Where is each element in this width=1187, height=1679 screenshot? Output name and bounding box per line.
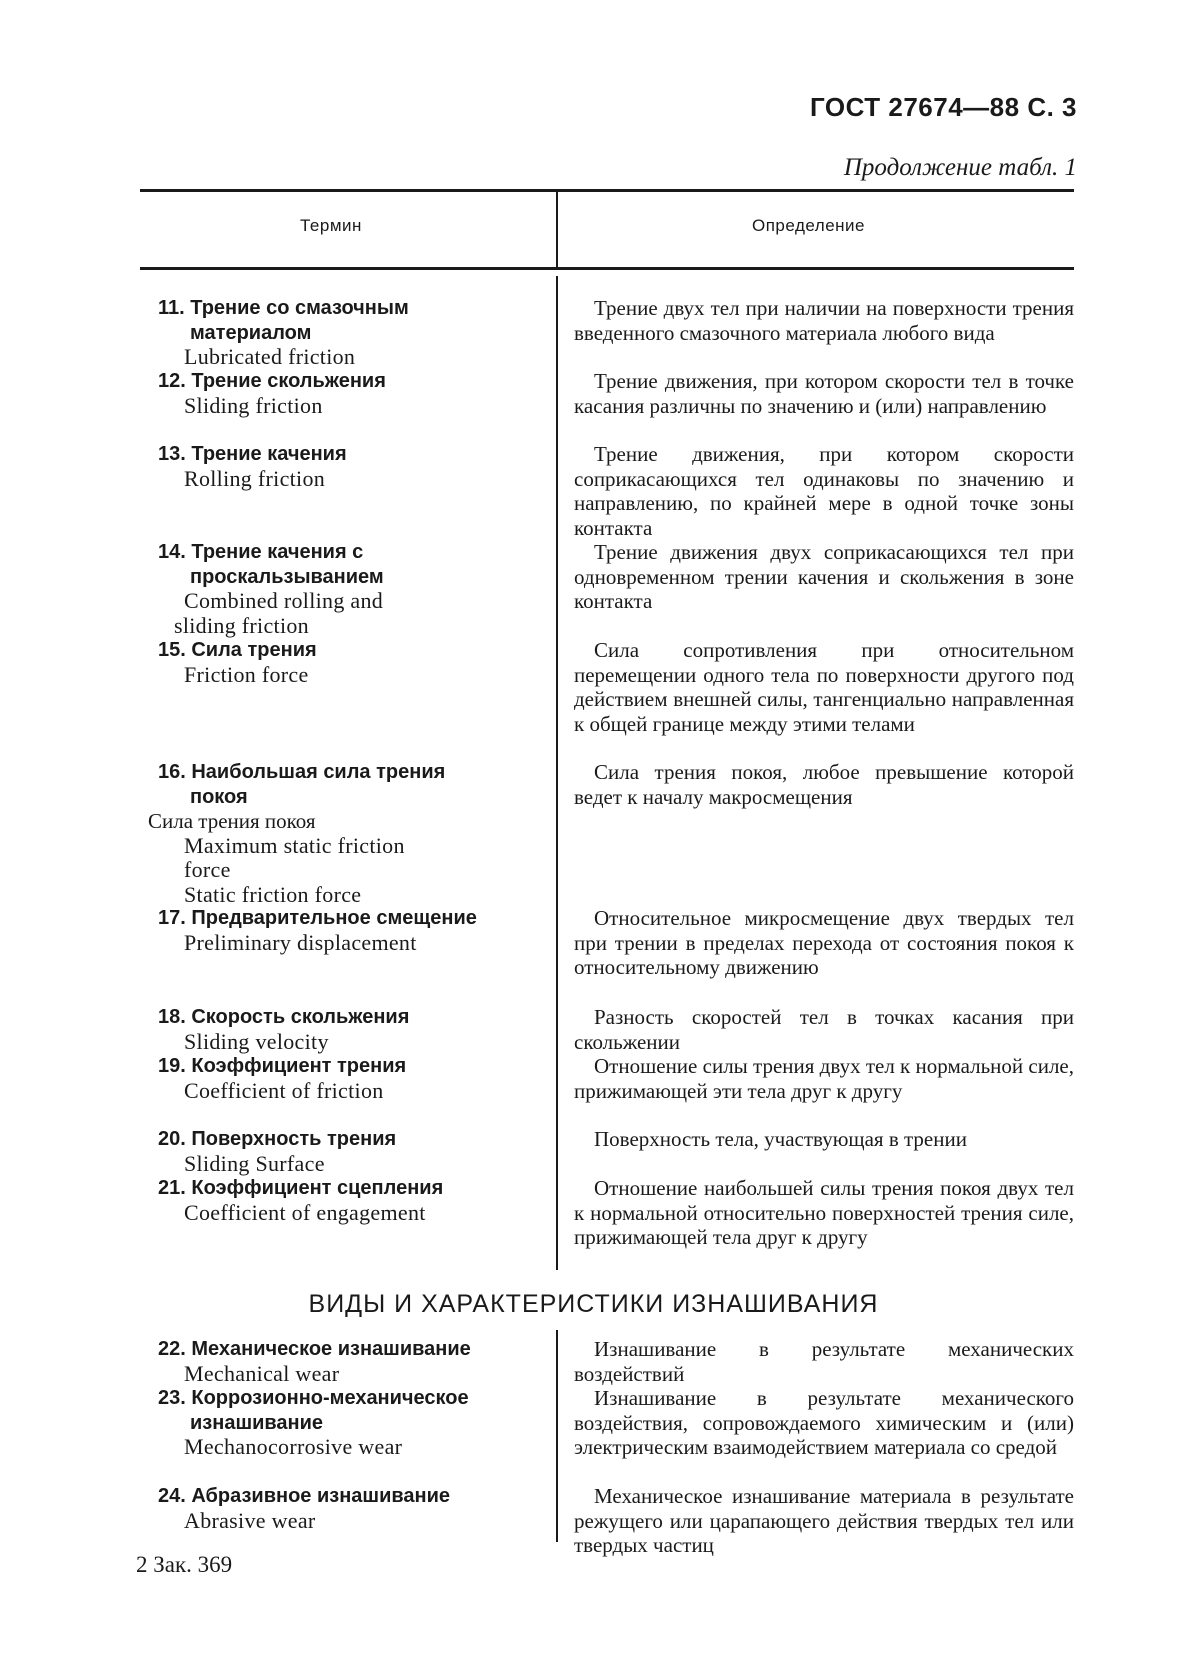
term-ru: 14. Трение качения с xyxy=(158,541,364,563)
term-en: Sliding velocity xyxy=(184,1028,329,1054)
term-en-cont: sliding friction xyxy=(174,612,309,638)
term-en: Maximum static friction xyxy=(184,832,405,858)
definition-24: Механическое изнашивание материала в результате режущего или царапающего действия твердых тел или твердых частиц xyxy=(574,1484,1074,1557)
term-16 xyxy=(148,760,548,907)
section-title: ВИДЫ И ХАРАКТЕРИСТИКИ ИЗНАШИВАНИЯ xyxy=(308,1290,879,1318)
term-en: Sliding Surface xyxy=(184,1150,325,1176)
definition-11: Трение двух тел при наличии на поверхности трения введенного смазочного материала любого вида xyxy=(574,296,1074,345)
term-20 xyxy=(158,1127,548,1176)
definition-23: Изнашивание в результате механического воздействия, сопровождаемого химическим и (или) электрическим взаимодействием материала со средой xyxy=(574,1386,1074,1459)
term-14 xyxy=(158,540,548,638)
term-19 xyxy=(158,1054,548,1103)
term-en-cont: force xyxy=(184,857,231,882)
term-en: Coefficient of engagement xyxy=(184,1199,426,1225)
term-ru: 13. Трение качения xyxy=(158,443,347,465)
definition-20: Поверхность тела, участвующая в трении xyxy=(594,1127,967,1151)
term-ru: 24. Абразивное изнашивание xyxy=(158,1485,451,1507)
term-en: Mechanical wear xyxy=(184,1360,340,1386)
term-23 xyxy=(158,1386,548,1460)
term-ru: 16. Наибольшая сила трения xyxy=(158,761,446,783)
term-12 xyxy=(158,369,548,418)
definition-19: Отношение силы трения двух тел к нормальной силе, прижимающей эти тела друг к другу xyxy=(574,1054,1074,1103)
column-divider-section xyxy=(556,1330,558,1542)
term-en: Friction force xyxy=(184,661,309,687)
term-ru: 20. Поверхность трения xyxy=(158,1128,397,1150)
term-21 xyxy=(158,1176,548,1225)
term-15 xyxy=(158,638,548,687)
term-en: Rolling friction xyxy=(184,465,326,491)
table-header-rule xyxy=(140,267,1074,270)
definition-21: Отношение наибольшей силы трения покоя двух тел к нормальной относительно поверхностей трения силе, прижимающей тела друг к другу xyxy=(574,1176,1074,1249)
column-divider-body xyxy=(556,276,558,1270)
term-en: Coefficient of friction xyxy=(184,1077,384,1103)
term-24 xyxy=(158,1484,548,1533)
term-ru-cont: изнашивание xyxy=(190,1411,324,1434)
term-ru-cont: материалом xyxy=(190,321,312,344)
definition-17: Относительное микросмещение двух твердых тел при трении в пределах перехода от состояния покоя к относительному движению xyxy=(574,906,1074,979)
term-en: Combined rolling and xyxy=(184,588,384,613)
definition-13: Трение движения, при котором скорости соприкасающихся тел одинаковы по значению и направлению, по крайней мере в одной точке зоны контакта xyxy=(574,442,1074,540)
term-ru: 23. Коррозионно-механическое xyxy=(158,1387,469,1409)
definition-14: Трение движения двух соприкасающихся тел при одновременном трении качения и скольжения в зоне контакта xyxy=(574,540,1074,613)
print-order-footer: 2 Зак. 369 xyxy=(136,1552,233,1577)
term-en: Lubricated friction xyxy=(184,344,356,369)
column-header-term: Термин xyxy=(300,216,362,235)
column-header-definition: Определение xyxy=(752,216,865,235)
term-18 xyxy=(158,1005,548,1054)
term-en: Abrasive wear xyxy=(184,1507,316,1533)
term-13 xyxy=(158,442,548,491)
definition-18: Разность скоростей тел в точках касания при скольжении xyxy=(574,1005,1074,1054)
definition-12: Трение движения, при котором скорости тел в точке касания различны по значению и (или) направлению xyxy=(574,369,1074,418)
definition-16: Сила трения покоя, любое превышение которой ведет к началу макросмещения xyxy=(574,760,1074,809)
definition-15: Сила сопротивления при относительном перемещении одного тела по поверхности другого под действием внешней силы, тангенциально направленная к общей границе между этими телами xyxy=(574,638,1074,736)
term-en: Sliding friction xyxy=(184,392,323,418)
term-en-alt: Static friction force xyxy=(184,881,362,907)
term-ru-cont: покоя xyxy=(190,785,248,808)
term-ru: 19. Коэффициент трения xyxy=(158,1055,407,1077)
term-17 xyxy=(158,906,548,955)
definition-22: Изнашивание в результате механических воздействий xyxy=(574,1337,1074,1386)
term-22 xyxy=(158,1337,548,1386)
term-ru: 18. Скорость скольжения xyxy=(158,1006,410,1028)
term-ru: 21. Коэффициент сцепления xyxy=(158,1177,444,1199)
term-ru: 15. Сила трения xyxy=(158,639,317,661)
term-ru: 22. Механическое изнашивание xyxy=(158,1338,471,1360)
standard-code: ГОСТ 27674—88 С. 3 xyxy=(810,92,1077,122)
term-en: Preliminary displacement xyxy=(184,929,417,955)
table-top-rule xyxy=(140,189,1074,192)
term-synonym: Сила трения покоя xyxy=(148,809,316,833)
column-divider-header xyxy=(556,192,558,267)
term-ru: 11. Трение со смазочным xyxy=(158,297,409,319)
term-ru: 12. Трение скольжения xyxy=(158,370,386,392)
term-en: Mechanocorrosive wear xyxy=(184,1434,403,1459)
term-ru-cont: проскальзыванием xyxy=(190,565,384,588)
term-11 xyxy=(158,296,548,370)
table-continuation-label: Продолжение табл. 1 xyxy=(843,154,1077,181)
term-ru: 17. Предварительное смещение xyxy=(158,907,477,929)
